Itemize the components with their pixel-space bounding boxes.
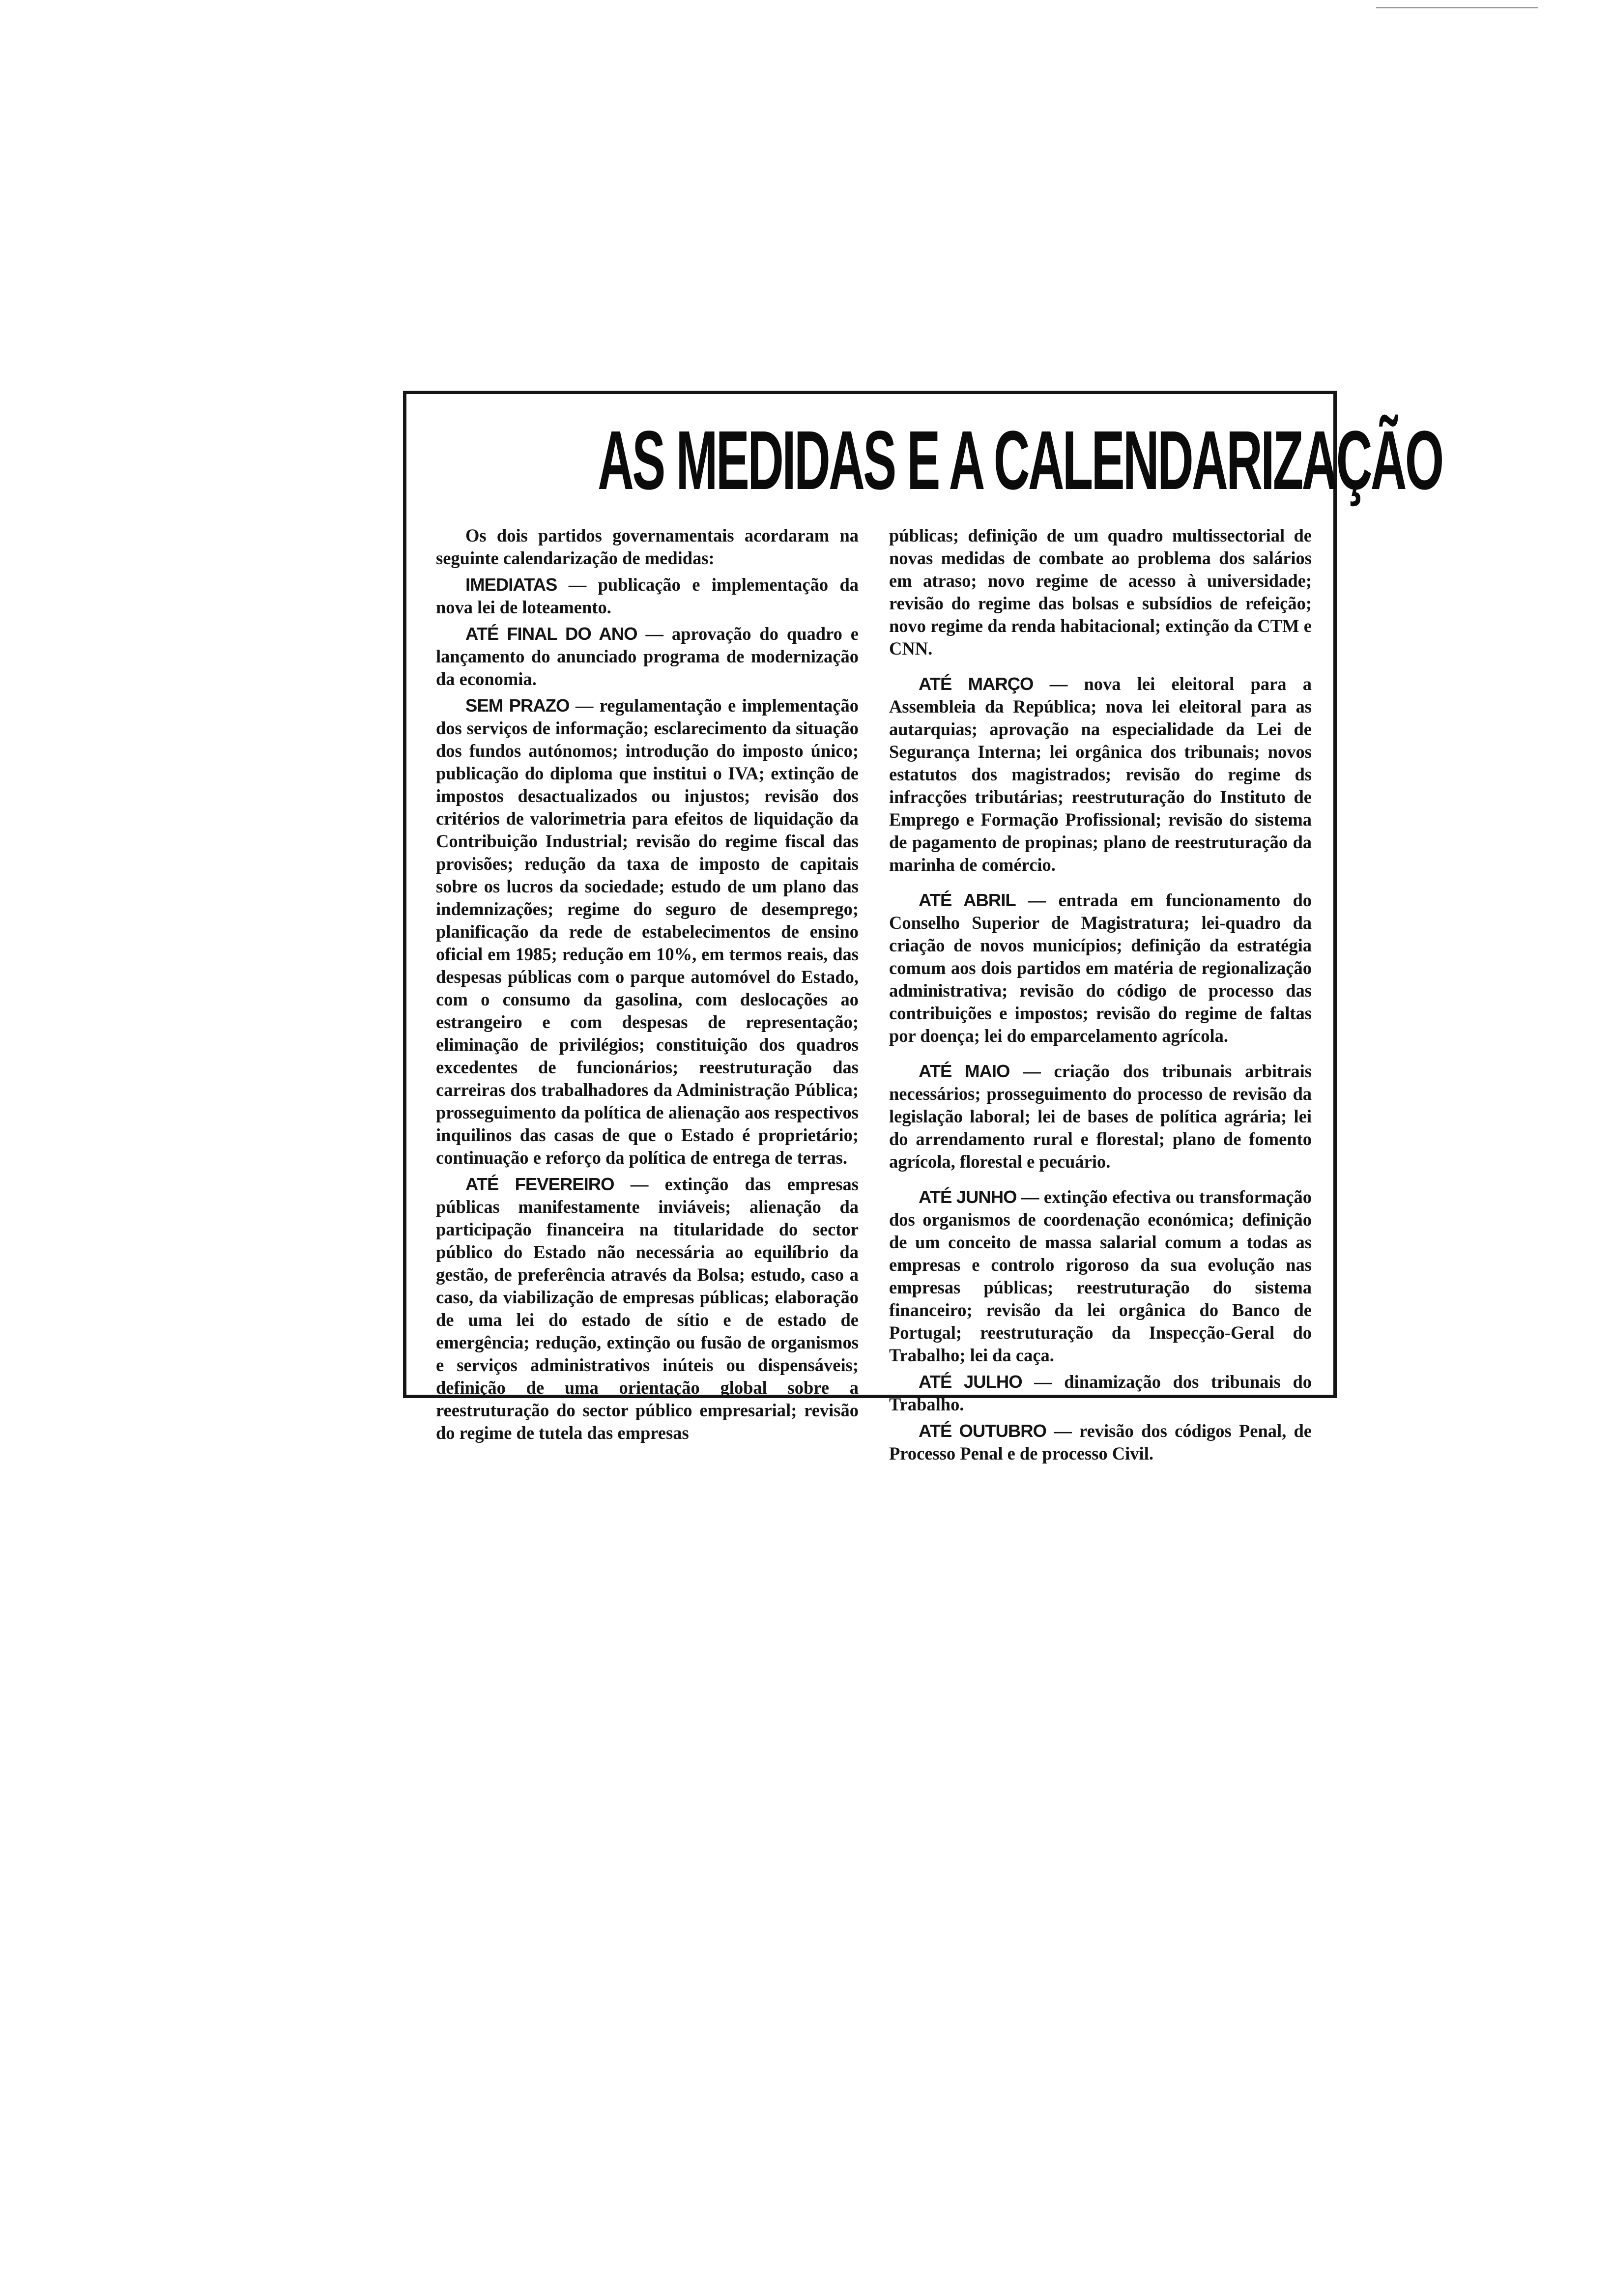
section-label: ATÉ ABRIL — [919, 890, 1016, 910]
paragraph-final-do-ano: ATÉ FINAL DO ANO — aprovação do quadro e lançamento do anunciado programa de modernização da economia. — [436, 624, 859, 689]
section-label: ATÉ FINAL DO ANO — [465, 624, 637, 644]
left-column — [436, 524, 859, 1448]
paragraph-julho: ATÉ JULHO — dinamização dos tribunais do Trabalho. — [889, 1372, 1312, 1414]
right-column — [889, 524, 1312, 1469]
paragraph-marco: ATÉ MARÇO — nova lei eleitoral para a Assembleia da República; nova lei eleitoral para as autarquias; aprovação na especialidade da Lei de Segurança Interna; lei orgânica dos tribunais; novos estatutos dos magistrados; revisão do regime ds infracções tributárias; reestruturação do Instituto de Emprego e Formação Profissional; revisão do sistema de pagamento de propinas; plano de reestruturação da marinha de comércio. — [889, 674, 1312, 875]
section-label: SEM PRAZO — [465, 695, 570, 716]
paragraph-intro: Os dois partidos governamentais acordaram na seguinte calendarização de medidas: — [436, 525, 859, 568]
paragraph-maio: ATÉ MAIO — criação dos tribunais arbitrais necessários; prosseguimento do processo de revisão da legislação laboral; lei de bases de política agrária; lei do arrendamento rural e florestal; plano de fomento agrícola, florestal e pecuário. — [889, 1061, 1312, 1172]
paragraph-imediatas: IMEDIATAS — publicação e implementação da nova lei de loteamento. — [436, 574, 859, 617]
paragraph-abril: ATÉ ABRIL — entrada em funcionamento do Conselho Superior de Magistratura; lei-quadro da criação de novos municípios; definição da estratégia comum aos dois partidos em matéria de regionalização administrativa; revisão do código de processo das contribuições e impostos; revisão do regime de faltas por doença; lei do emparcelamento agrícola. — [889, 890, 1312, 1046]
section-label: ATÉ FEVEREIRO — [465, 1174, 614, 1194]
paragraph-sem-prazo: SEM PRAZO — regulamentação e implementação dos serviços de informação; esclarecimento da situação dos fundos autónomos; introdução do imposto único; publicação do diploma que institui o IVA; extinção de impostos desactualizados ou injustos; revisão dos critérios de valorimetria para efeitos de liquidação da Contribuição Industrial; revisão do regime fiscal das provisões; redução da taxa de imposto de capitais sobre os lucros da sociedade; estudo de um plano das indemnizações; regime do seguro de desemprego; planificação da rede de estabelecimentos de ensino oficial em 1985; redução em 10%, em termos reais, das despesas públicas com o parque automóvel do Estado, com o consumo da gasolina, com deslocações ao estrangeiro e com despesas de representação; eliminação de privilégios; constituição dos quadros excedentes de funcionários; reestruturação das carreiras dos trabalhadores da Administração Pública; prosseguimento da política de alienação aos respectivos inquilinos das casas de que o Estado é proprietário; continuação e reforço da política de entrega de terras. — [436, 695, 859, 1168]
paragraph-junho: ATÉ JUNHO — extinção efectiva ou transformação dos organismos de coordenação económica; definição de um conceito de massa salarial comum a todas as empresas e controlo rigoroso da sua evolução nas empresas públicas; reestruturação do sistema financeiro; revisão da lei orgânica do Banco de Portugal; reestruturação da Inspecção-Geral do Trabalho; lei da caça. — [889, 1187, 1312, 1365]
paragraph-outubro: ATÉ OUTUBRO — revisão dos códigos Penal, de Processo Penal e de processo Civil. — [889, 1421, 1312, 1464]
scan-mark — [1376, 7, 1538, 8]
paragraph-continuation: públicas; definição de um quadro multissectorial de novas medidas de combate ao problema dos salários em atraso; novo regime de acesso à universidade; revisão do regime das bolsas e subsídios de refeição; novo regime da renda habitacional; extinção da CTM e CNN. — [889, 525, 1312, 659]
section-label: ATÉ OUTUBRO — [919, 1421, 1047, 1441]
section-label: IMEDIATAS — [465, 574, 557, 595]
paragraph-fevereiro: ATÉ FEVEREIRO — extinção das empresas públicas manifestamente inviáveis; alienação da participação financeira na titularidade do sector público do Estado não necessária ao equilíbrio da gestão, de preferência através da Bolsa; estudo, caso a caso, da viabilização de empresas públicas; elaboração de uma lei do estado de sítio e de estado de emergência; redução, extinção ou fusão de organismos e serviços administrativos inúteis ou dispensáveis; definição de uma orientação global sobre a reestruturação do sector público empresarial; revisão do regime de tutela das empresas — [436, 1174, 859, 1443]
section-label: ATÉ MAIO — [919, 1061, 1010, 1081]
headline: AS MEDIDAS E A CALENDARIZAÇÃO — [598, 414, 1442, 507]
section-label: ATÉ JUNHO — [919, 1187, 1017, 1207]
newspaper-clipping — [403, 391, 1442, 1464]
section-label: ATÉ JULHO — [919, 1372, 1022, 1392]
section-label: ATÉ MARÇO — [919, 674, 1034, 694]
